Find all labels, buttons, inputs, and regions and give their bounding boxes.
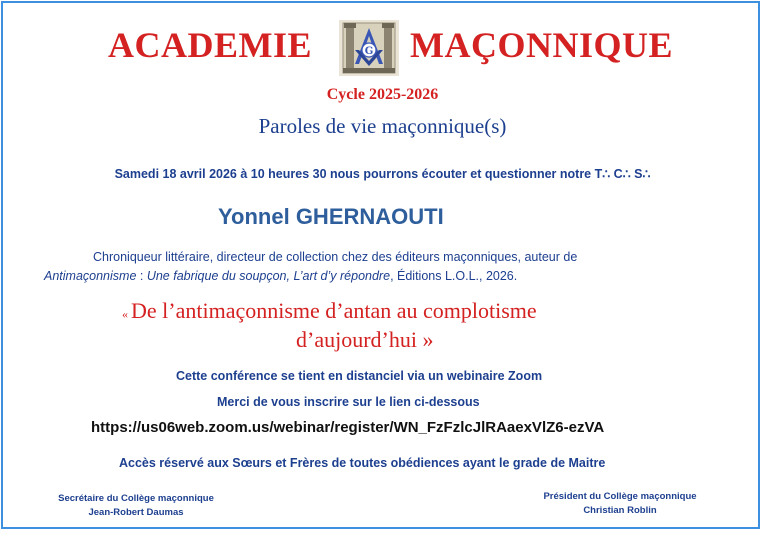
conference-info: Cette conférence se tient en distanciel via un webinaire Zoom [176,369,543,383]
bio-line-1: Chroniqueur littéraire, directeur de collection chez des éditeurs maçonniques, auteur de [93,250,578,264]
book-subtitle: Une fabrique du soupçon, L’art d’y répondre [146,269,391,283]
cycle-label: Cycle 2025-2026 [326,86,439,103]
signature-president-name: Christian Roblin [583,505,657,516]
book-separator: : [136,269,147,283]
signature-president [530,490,710,518]
square-compass-g-emblem-icon [339,20,399,76]
book-title: Antimaçonnisme [44,269,137,283]
signature-secretary [46,492,226,520]
registration-link[interactable]: https://us06web.zoom.us/webinar/register/WN_FzFzlcJlRAaexVlZ6-ezVA [91,419,605,436]
signature-secretary-name: Jean-Robert Daumas [88,507,184,518]
registration-instruction: Merci de vous inscrire sur le lien ci-dessous [217,395,480,409]
book-publisher: , Éditions L.O.L., 2026. [390,269,518,283]
talk-title-text-1: De l’antimaçonnisme d’antan au complotisme [131,298,537,323]
talk-quote-open: « [122,307,128,321]
signature-secretary-role: Secrétaire du Collège maçonnique [58,493,214,504]
page-border [1,1,760,529]
svg-text:G: G [364,46,374,57]
title-left: ACADEMIE [108,25,313,65]
title-right: MAÇONNIQUE [410,25,673,65]
subtitle: Paroles de vie maçonnique(s) [258,114,507,138]
access-restriction: Accès réservé aux Sœurs et Frères de toutes obédiences ayant le grade de Maitre [119,456,606,470]
speaker-name: Yonnel GHERNAOUTI [218,204,444,229]
date-line: Samedi 18 avril 2026 à 10 heures 30 nous pourrons écouter et questionner notre T∴ C∴ S∴ [114,167,651,181]
bio-line-2 [44,269,517,283]
talk-title-line-1 [122,298,537,324]
signature-president-role: Président du Collège maçonnique [543,491,697,502]
talk-title-line-2: d’aujourd’hui » [296,327,434,352]
